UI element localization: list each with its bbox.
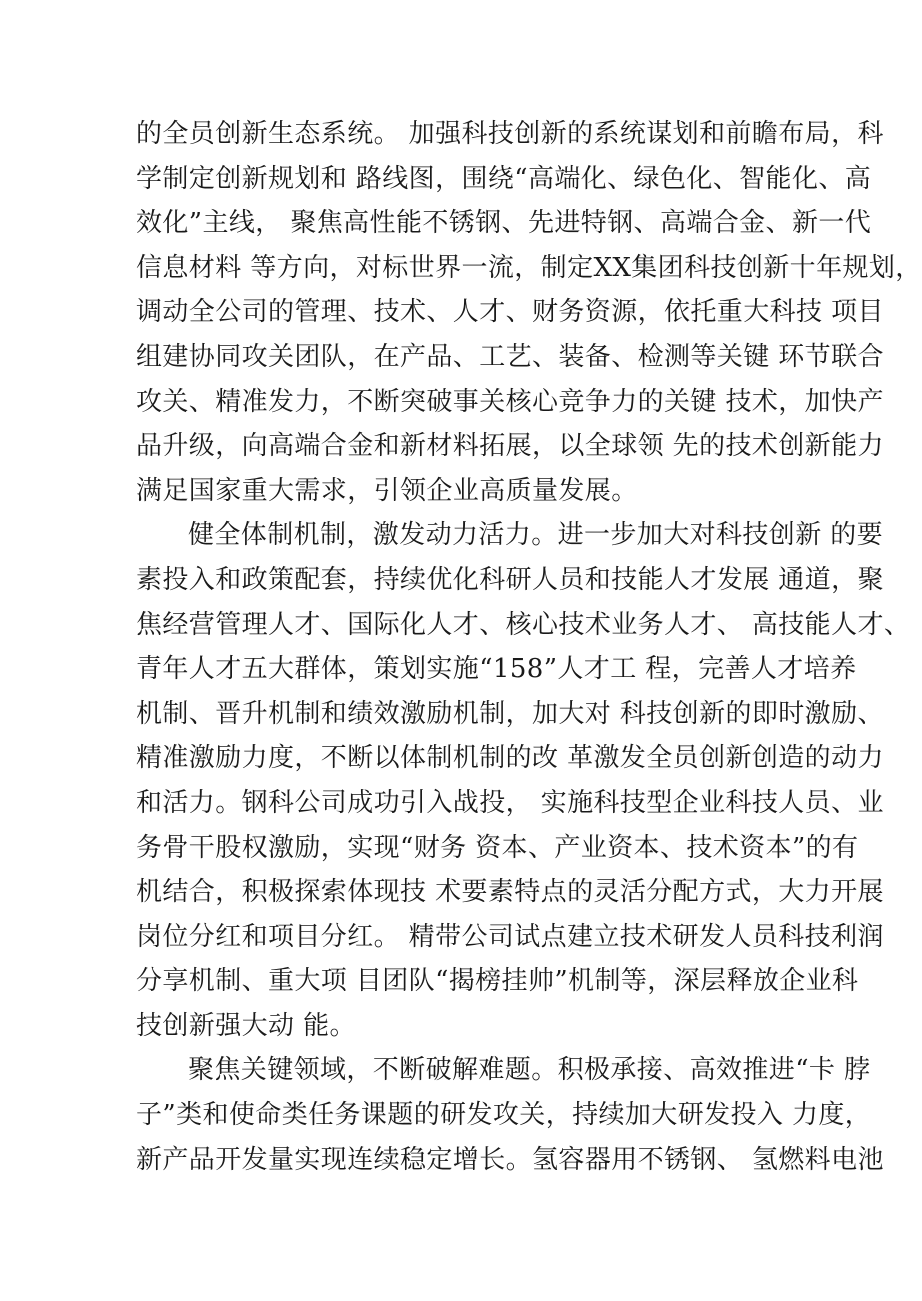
text-line: 攻关、精准发力，不断突破事关核心竞争力的关键 技术，加快产	[136, 386, 884, 417]
paragraph-innovation-planning	[136, 112, 922, 513]
text-line: 岗位分红和项目分红。 精带公司试点建立技术研发人员科技利润	[136, 921, 884, 952]
text-line: 务骨干股权激励，实现“财务 资本、产业资本、技术资本”的有	[136, 832, 859, 863]
text-line: 机结合，积极探索体现技 术要素特点的灵活分配方式，大力开展	[136, 877, 884, 908]
document-body	[136, 112, 922, 1182]
text-line: 聚焦关键领域，不断破解难题。积极承接、高效推进“卡 脖	[188, 1055, 871, 1086]
text-line: 和活力。钢科公司成功引入战投， 实施科技型企业科技人员、业	[136, 787, 884, 818]
text-line: 青年人才五大群体，策划实施“158”人才工 程，完善人才培养	[136, 654, 857, 685]
text-line: 精准激励力度，不断以体制机制的改 革激发全员创新创造的动力	[136, 743, 884, 774]
text-line: 效化”主线， 聚焦高性能不锈钢、先进特钢、高端合金、新一代	[136, 208, 872, 239]
text-line: 焦经营管理人才、国际化人才、核心技术业务人才、 高技能人才、	[136, 609, 911, 640]
text-line: 机制、晋升机制和绩效激励机制，加大对 科技创新的即时激励、	[136, 698, 884, 729]
paragraph-institutional-mechanisms	[136, 513, 911, 1048]
paragraph-key-fields	[136, 1048, 884, 1182]
text-line: 学制定创新规划和 路线图，围绕“高端化、绿色化、智能化、高	[136, 163, 872, 194]
text-line: 子”类和使命类任务课题的研发攻关，持续加大研发投入 力度，	[136, 1100, 872, 1131]
text-line: 信息材料 等方向，对标世界一流，制定XX集团科技创新十年规划，	[136, 252, 922, 283]
text-line: 新产品开发量实现连续稳定增长。氢容器用不锈钢、 氢燃料电池	[136, 1144, 884, 1175]
text-line: 满足国家重大需求，引领企业高质量发展。	[136, 475, 638, 506]
text-line: 技创新强大动 能。	[136, 1010, 356, 1041]
text-line: 健全体制机制，激发动力活力。进一步加大对科技创新 的要	[188, 520, 884, 551]
text-line: 品升级，向高端合金和新材料拓展，以全球领 先的技术创新能力	[136, 431, 884, 462]
text-line: 调动全公司的管理、技术、人才、财务资源，依托重大科技 项目	[136, 297, 884, 328]
text-line: 的全员创新生态系统。 加强科技创新的系统谋划和前瞻布局，科	[136, 119, 884, 149]
text-line: 组建协同攻关团队，在产品、工艺、装备、检测等关键 环节联合	[136, 341, 884, 372]
text-line: 素投入和政策配套，持续优化科研人员和技能人才发展 通道，聚	[136, 564, 884, 595]
text-line: 分享机制、重大项 目团队“揭榜挂帅”机制等，深层释放企业科	[136, 966, 859, 997]
